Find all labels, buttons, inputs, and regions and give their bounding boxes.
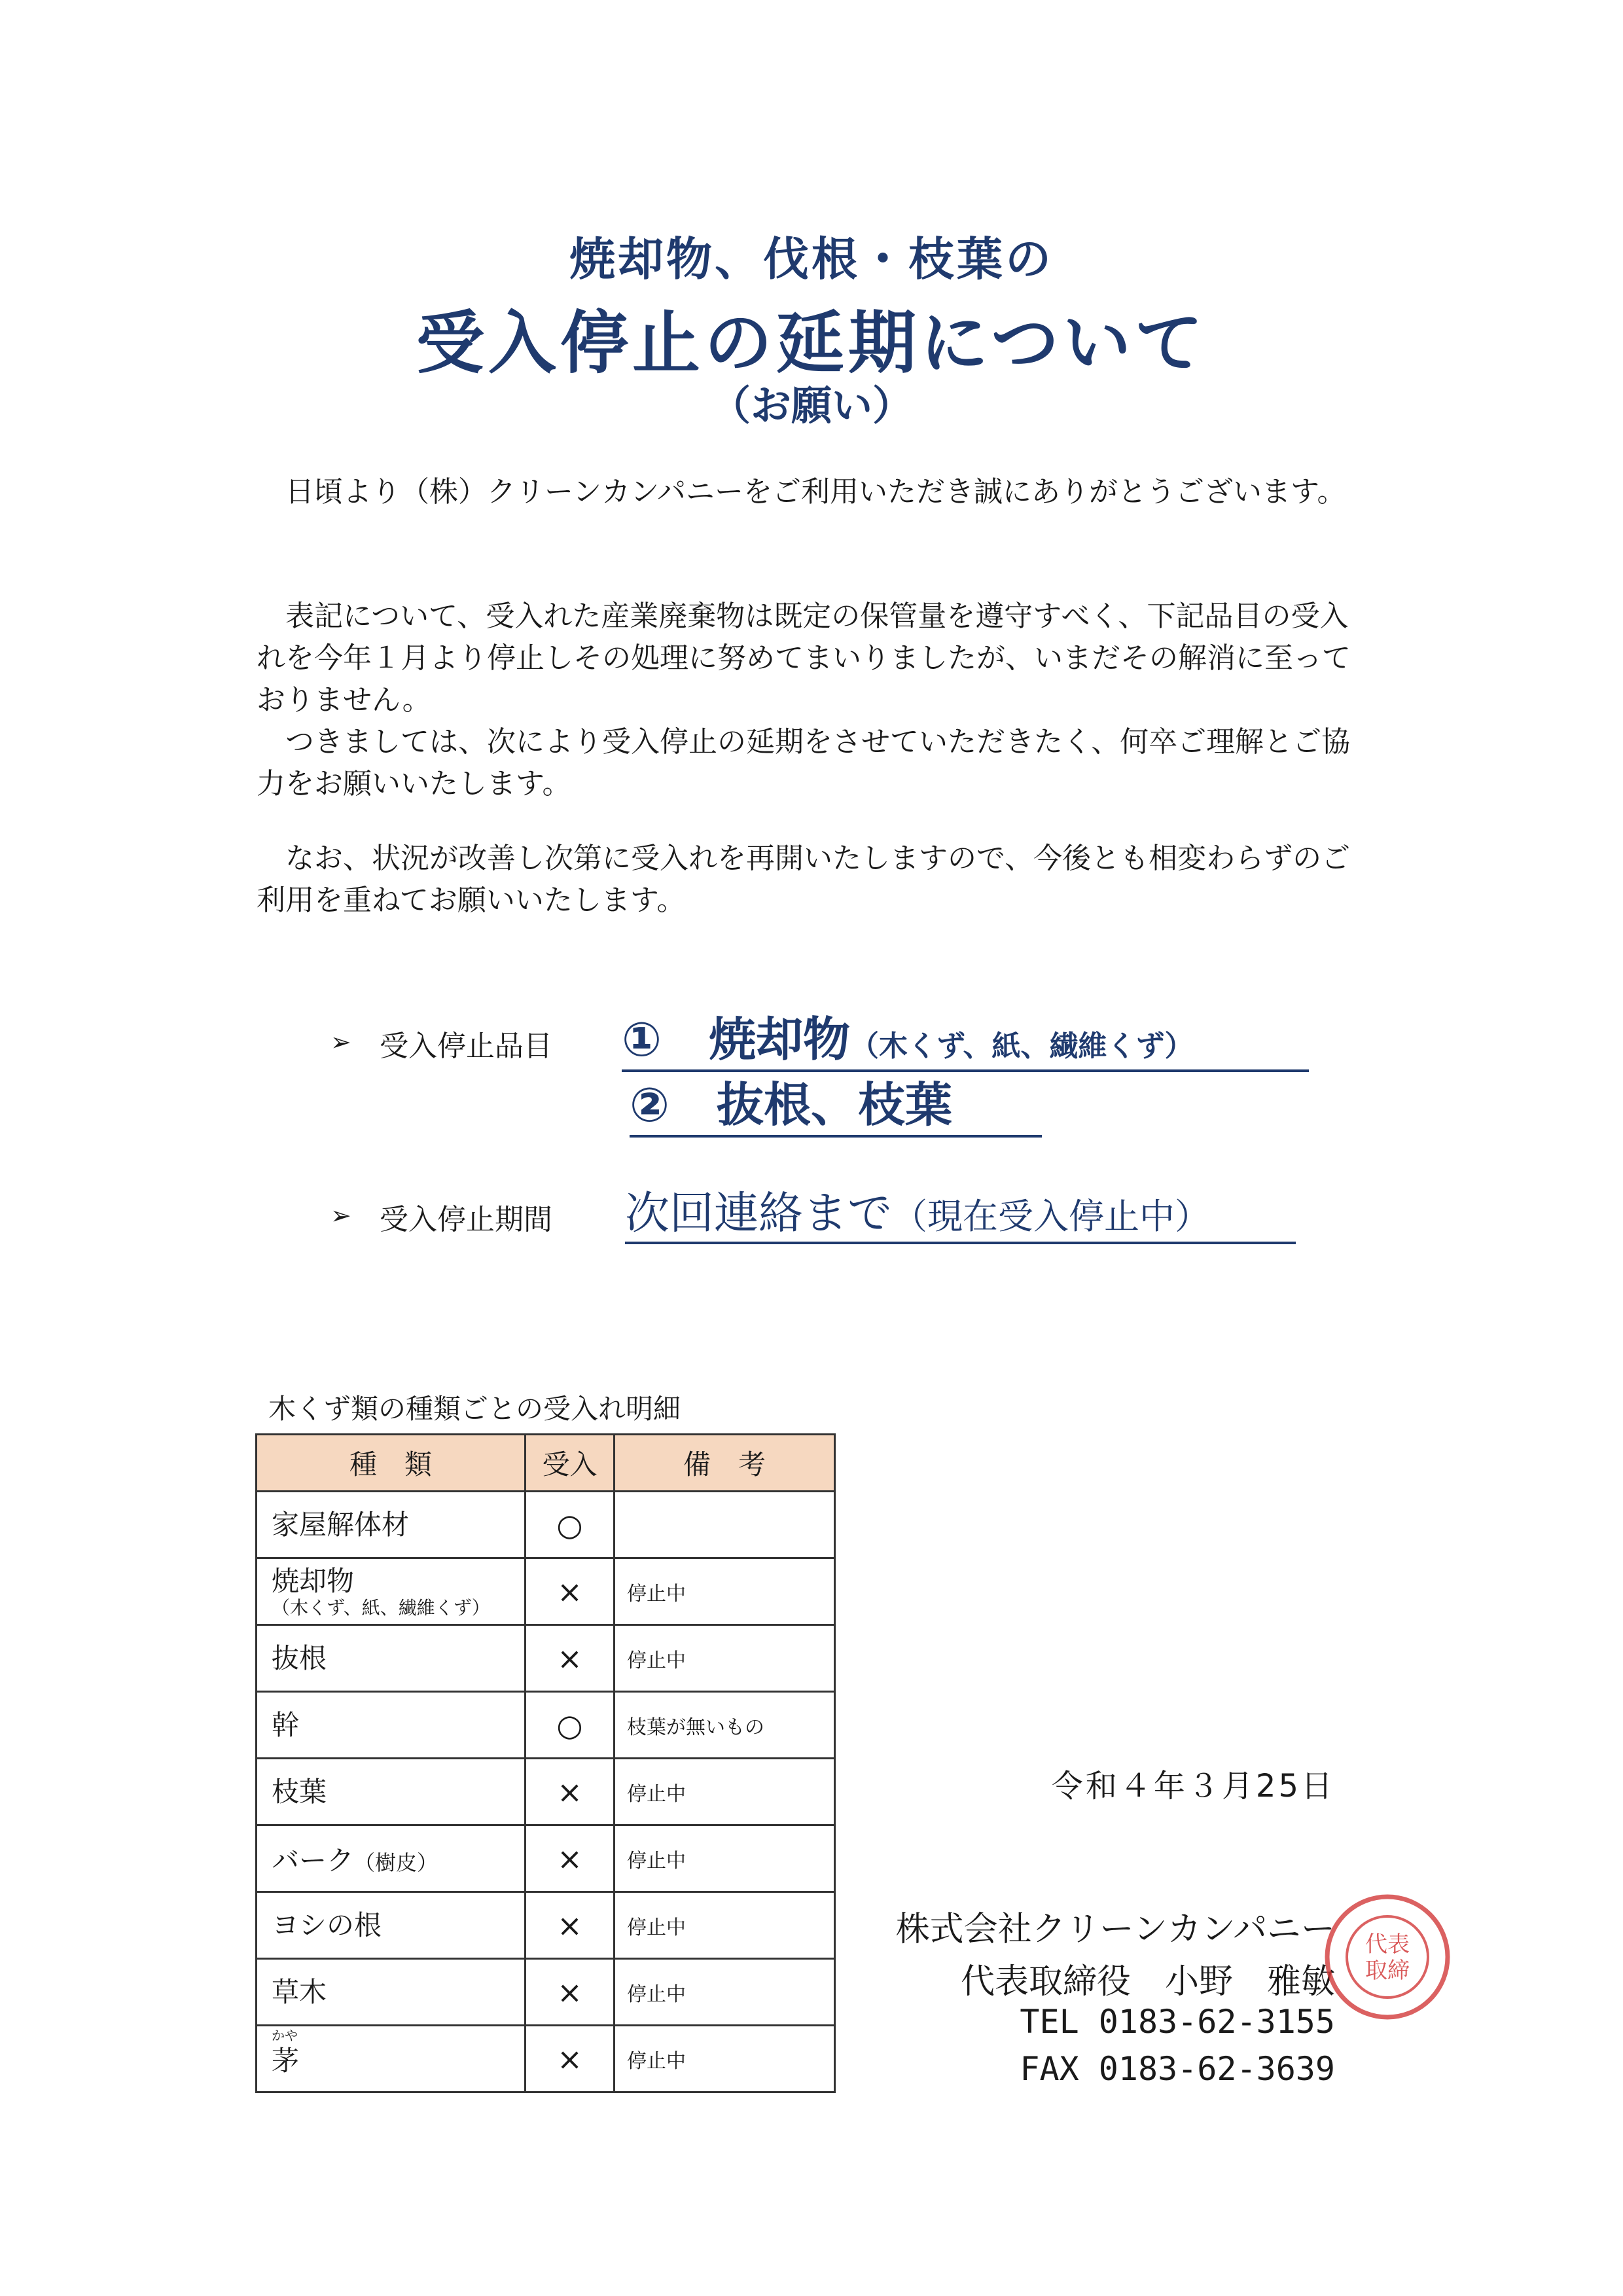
row-accept: ○: [526, 1492, 615, 1558]
item2-number: ②: [630, 1077, 669, 1132]
row-name: 枝葉: [272, 1775, 327, 1808]
row-note: 停止中: [615, 1825, 835, 1892]
title-line-3: （お願い）: [709, 382, 913, 429]
title-line-2: 受入停止の延期について: [416, 303, 1207, 383]
period-main: 次回連絡まで: [625, 1188, 893, 1240]
row-note: [615, 1492, 835, 1558]
row-accept: ×: [526, 1558, 615, 1625]
issue-date: 令和４年３月25日: [1051, 1768, 1335, 1804]
paragraph-2: 表記について、受入れた産業廃棄物は既定の保管量を遵守すべく、下記品目の受入れを今年１月より停止しその処理に努めてまいりましたが、いまだその解消に至っておりません。: [257, 600, 1351, 717]
table-caption: 木くず類の種類ごとの受入れ明細: [268, 1393, 681, 1425]
table-row: [257, 1692, 835, 1759]
items-label: 受入停止品目: [380, 1030, 552, 1063]
row-accept: ×: [526, 1759, 615, 1825]
table-row: [257, 1558, 835, 1625]
row-sub: （樹皮）: [354, 1850, 438, 1875]
row-note: 停止中: [615, 1759, 835, 1825]
paragraph-closing: [257, 838, 1356, 922]
tel-number: TEL 0183-62-3155: [1020, 2003, 1335, 2041]
row-name: ヨシの根: [272, 1909, 382, 1941]
row-ruby: かや: [272, 2027, 298, 2043]
title-line-1: 焼却物、伐根・枝葉の: [569, 232, 1054, 286]
company-name: 株式会社クリーンカンパニー: [895, 1910, 1335, 1949]
row-accept: ×: [526, 1959, 615, 2026]
paragraph-body: [257, 596, 1356, 805]
item1-sub: （木くず、紙、繊維くず）: [850, 1030, 1194, 1063]
paragraph-greeting: [257, 471, 1356, 513]
row-note: 停止中: [615, 1892, 835, 1959]
header-accept: 受入: [526, 1435, 615, 1492]
row-name: 茅: [272, 2044, 300, 2077]
table-row: [257, 1892, 835, 1959]
header-type: 種 類: [257, 1435, 526, 1492]
row-name: 草木: [272, 1975, 327, 2008]
row-note: 枝葉が無いもの: [615, 1692, 835, 1759]
paragraph-3: つきましては、次により受入停止の延期をさせていただきたく、何卒ご理解とご協力をお願いいたします。: [257, 725, 1351, 800]
row-accept: ×: [526, 2026, 615, 2092]
svg-text:代表: 代表: [1365, 1931, 1410, 1958]
table-row: [257, 1492, 835, 1558]
period-label: 受入停止期間: [380, 1203, 552, 1236]
table-row: [257, 1759, 835, 1825]
row-note: 停止中: [615, 1558, 835, 1625]
row-name: 幹: [272, 1708, 300, 1741]
fax-number: FAX 0183-62-3639: [1020, 2050, 1335, 2088]
representative: 代表取締役 小野 雅敏: [960, 1962, 1335, 2001]
row-name: 抜根: [272, 1641, 327, 1674]
stop-period: [625, 1178, 1296, 1244]
table-header-row: [257, 1435, 835, 1492]
acceptance-table: [255, 1433, 836, 2093]
svg-text:取締: 取締: [1365, 1958, 1410, 1984]
row-accept: ○: [526, 1692, 615, 1759]
row-note: 停止中: [615, 1625, 835, 1692]
arrow-bullet-icon: ➢: [330, 1028, 351, 1056]
table-row: [257, 1825, 835, 1892]
header-note: 備 考: [615, 1435, 835, 1492]
item1-number: ①: [622, 1012, 662, 1067]
arrow-bullet-icon: ➢: [330, 1201, 351, 1230]
item1-main: 焼却物: [708, 1012, 850, 1067]
period-sub: （現在受入停止中）: [892, 1196, 1211, 1237]
row-note: 停止中: [615, 1959, 835, 2026]
table-row: [257, 1959, 835, 2026]
table-row: [257, 2026, 835, 2092]
row-note: 停止中: [615, 2026, 835, 2092]
paragraph-4: なお、状況が改善し次第に受入れを再開いたしますので、今後とも相変わらずのご利用を重ねてお願いいたします。: [257, 842, 1351, 917]
row-name: 家屋解体材: [272, 1508, 410, 1541]
company-seal-stamp: [1322, 1892, 1453, 2022]
row-name: 焼却物: [272, 1564, 355, 1597]
row-sub: （木くず、紙、繊維くず）: [272, 1596, 490, 1619]
row-accept: ×: [526, 1825, 615, 1892]
paragraph-1: 日頃より（株）クリーンカンパニーをご利用いただき誠にありがとうございます。: [257, 475, 1346, 509]
row-name: バーク: [272, 1844, 355, 1876]
row-accept: ×: [526, 1892, 615, 1959]
stop-item-1: [622, 1001, 1309, 1072]
row-accept: ×: [526, 1625, 615, 1692]
stop-item-2: [630, 1067, 1042, 1138]
item2-main: 抜根、枝葉: [716, 1077, 952, 1132]
table-row: [257, 1625, 835, 1692]
